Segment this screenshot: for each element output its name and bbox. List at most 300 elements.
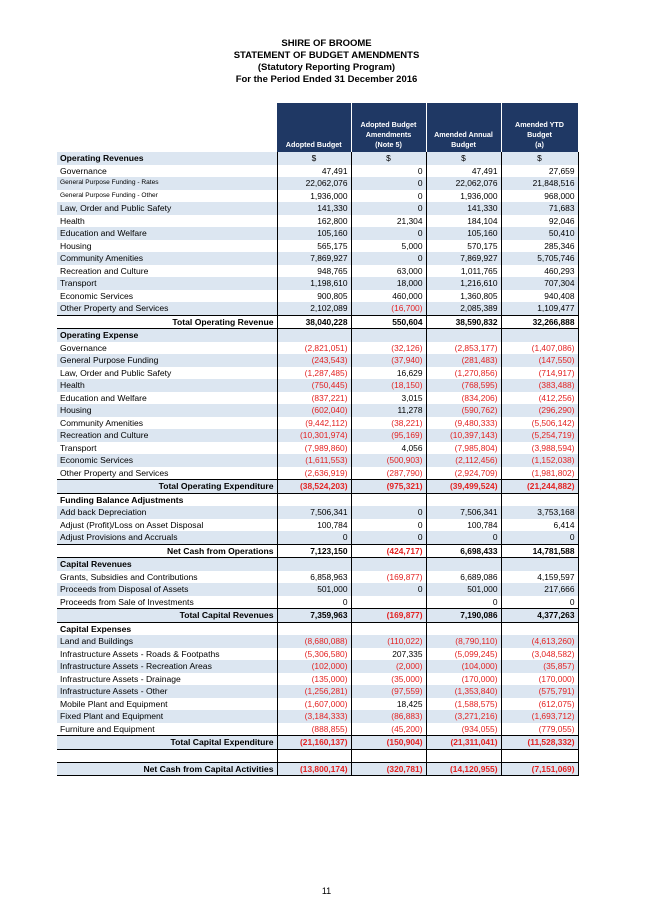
value-cell: 3,015 (351, 392, 426, 405)
row-label: Net Cash from Capital Activities (57, 762, 277, 776)
value-cell: (500,903) (351, 454, 426, 467)
value-cell: (14,120,955) (426, 762, 501, 776)
value-cell: (95,169) (351, 429, 426, 442)
value-cell: (1,588,575) (426, 698, 501, 711)
value-cell: (21,244,882) (501, 480, 578, 494)
value-cell: (287,790) (351, 467, 426, 480)
row-label (57, 749, 277, 762)
value-cell: $ (426, 152, 501, 165)
value-cell (501, 558, 578, 571)
column-header-amended-annual-budget: Amended Annual Budget (426, 103, 501, 152)
row-label: General Purpose Funding (57, 354, 277, 367)
row-label: Economic Services (60, 290, 134, 301)
value-cell: 0 (501, 596, 578, 609)
value-cell: 0 (351, 252, 426, 265)
value-cell: (1,611,553) (277, 454, 351, 467)
period-line: For the Period Ended 31 December 2016 (235, 74, 418, 85)
value-cell: 105,160 (277, 227, 351, 240)
value-cell: 0 (351, 190, 426, 203)
value-cell: 900,805 (277, 290, 351, 303)
column-header-adopted-budget: Adopted Budget (277, 103, 351, 152)
value-cell: (5,099,245) (426, 648, 501, 661)
value-cell (277, 329, 351, 342)
value-cell: 550,604 (351, 315, 426, 329)
value-cell: 4,159,597 (501, 571, 578, 584)
value-cell: 1,936,000 (277, 190, 351, 203)
value-cell (277, 558, 351, 571)
value-cell: (169,877) (351, 571, 426, 584)
value-cell: (11,528,332) (501, 736, 578, 750)
value-cell: (750,445) (277, 379, 351, 392)
value-cell: 7,506,341 (277, 506, 351, 519)
value-cell: (9,442,112) (277, 417, 351, 430)
value-cell: 4,056 (351, 442, 426, 455)
table-row (57, 531, 578, 544)
table-row (57, 685, 578, 698)
value-cell: 100,784 (426, 519, 501, 532)
row-label: Adjust Provisions and Accruals (57, 531, 277, 544)
value-cell: (575,791) (501, 685, 578, 698)
value-cell: 47,491 (426, 165, 501, 178)
value-cell: 1,360,805 (426, 290, 501, 303)
value-cell: (1,353,840) (426, 685, 501, 698)
value-cell: 2,102,089 (277, 302, 351, 315)
value-cell: (5,306,580) (277, 648, 351, 661)
value-cell: (1,981,802) (501, 467, 578, 480)
value-cell: 0 (351, 531, 426, 544)
row-label: Grants, Subsidies and Contributions (60, 571, 198, 582)
value-cell (277, 622, 351, 635)
row-label: Infrastructure Assets - Drainage (60, 673, 181, 684)
row-label: Transport (57, 277, 277, 290)
row-label: Infrastructure Assets - Recreation Areas (57, 660, 277, 673)
row-label: Education and Welfare (57, 227, 277, 240)
value-cell: 22,062,076 (277, 177, 351, 190)
value-cell: (1,287,485) (277, 367, 351, 380)
value-cell: (8,790,110) (426, 635, 501, 648)
row-label: Total Capital Expenditure (57, 736, 277, 750)
value-cell: (32,126) (351, 342, 426, 355)
value-cell: (13,800,174) (277, 762, 351, 776)
value-cell: 0 (351, 583, 426, 596)
row-label: Other Property and Services (57, 302, 277, 315)
value-cell: 50,410 (501, 227, 578, 240)
value-cell: 1,109,477 (501, 302, 578, 315)
value-cell: (768,595) (426, 379, 501, 392)
table-row (57, 710, 578, 723)
total-row (57, 315, 578, 329)
value-cell: 7,359,963 (277, 609, 351, 623)
value-cell: 1,011,765 (426, 265, 501, 278)
value-cell: 16,629 (351, 367, 426, 380)
column-header-amended-ytd-budget: Amended YTD Budget (a) (501, 103, 578, 152)
value-cell: 18,000 (351, 277, 426, 290)
value-cell: (1,693,712) (501, 710, 578, 723)
value-cell: 501,000 (426, 583, 501, 596)
table-row (57, 442, 578, 455)
value-cell: (975,321) (351, 480, 426, 494)
value-cell: (21,311,041) (426, 736, 501, 750)
value-cell: 2,085,389 (426, 302, 501, 315)
value-cell: 207,335 (351, 648, 426, 661)
value-cell: 0 (501, 531, 578, 544)
value-cell: 968,000 (501, 190, 578, 203)
table-row (57, 202, 578, 215)
value-cell: (714,917) (501, 367, 578, 380)
row-label: Proceeds from Disposal of Assets (57, 583, 277, 596)
table-row (57, 583, 578, 596)
value-cell: 1,198,610 (277, 277, 351, 290)
value-cell: 7,190,086 (426, 609, 501, 623)
value-cell: 948,765 (277, 265, 351, 278)
value-cell: 5,705,746 (501, 252, 578, 265)
table-row (57, 227, 578, 240)
value-cell: (102,000) (277, 660, 351, 673)
budget-amendments-table (57, 103, 579, 776)
total-row (57, 544, 578, 558)
row-label: Transport (60, 442, 97, 453)
value-cell: (18,150) (351, 379, 426, 392)
value-cell: 6,858,963 (277, 571, 351, 584)
row-label: Health (57, 379, 277, 392)
value-cell: 460,000 (351, 290, 426, 303)
row-label: Net Cash from Operations (57, 544, 277, 558)
value-cell: (10,301,974) (277, 429, 351, 442)
value-cell: (3,184,333) (277, 710, 351, 723)
row-label: Housing (60, 240, 92, 251)
table-row (57, 673, 578, 686)
value-cell: 38,590,832 (426, 315, 501, 329)
value-cell: 1,216,610 (426, 277, 501, 290)
value-cell: 38,040,228 (277, 315, 351, 329)
value-cell (351, 596, 426, 609)
row-label: Recreation and Culture (60, 265, 149, 276)
value-cell: 141,330 (277, 202, 351, 215)
total-row (57, 480, 578, 494)
table-row (57, 177, 578, 190)
value-cell: (383,488) (501, 379, 578, 392)
table-row (57, 596, 578, 609)
value-cell: 565,175 (277, 240, 351, 253)
value-cell: (424,717) (351, 544, 426, 558)
value-cell: (602,040) (277, 404, 351, 417)
table-row (57, 571, 578, 584)
value-cell: 141,330 (426, 202, 501, 215)
table-header-row (57, 103, 578, 152)
value-cell: (2,821,051) (277, 342, 351, 355)
row-label: Adjust (Profit)/Loss on Asset Disposal (60, 519, 204, 530)
value-cell: (7,985,804) (426, 442, 501, 455)
value-cell: (135,000) (277, 673, 351, 686)
value-cell: 184,104 (426, 215, 501, 228)
table-row (57, 417, 578, 430)
table-row (57, 354, 578, 367)
value-cell: (38,221) (351, 417, 426, 430)
value-cell: (2,853,177) (426, 342, 501, 355)
value-cell: 3,753,168 (501, 506, 578, 519)
value-cell: 0 (351, 227, 426, 240)
table-row (57, 723, 578, 736)
row-label: General Purpose Funding - Rates (57, 177, 277, 190)
value-cell: (2,636,919) (277, 467, 351, 480)
row-label: Total Operating Expenditure (57, 480, 277, 494)
row-label: Education and Welfare (60, 392, 147, 403)
value-cell: 7,869,927 (277, 252, 351, 265)
table-row (57, 467, 578, 480)
section-row (57, 152, 578, 165)
value-cell: 0 (351, 177, 426, 190)
value-cell: (3,048,582) (501, 648, 578, 661)
value-cell: (834,206) (426, 392, 501, 405)
value-cell: (150,904) (351, 736, 426, 750)
value-cell: (2,112,456) (426, 454, 501, 467)
value-cell: 285,346 (501, 240, 578, 253)
table-row (57, 635, 578, 648)
value-cell: 0 (351, 519, 426, 532)
value-cell: (1,152,038) (501, 454, 578, 467)
value-cell: (2,924,709) (426, 467, 501, 480)
total-row (57, 736, 578, 750)
row-label: Law, Order and Public Safety (57, 202, 277, 215)
value-cell: 7,123,150 (277, 544, 351, 558)
value-cell: (86,883) (351, 710, 426, 723)
value-cell: 501,000 (277, 583, 351, 596)
table-row (57, 379, 578, 392)
row-label: Governance (60, 342, 107, 353)
table-row (57, 519, 578, 532)
value-cell: 0 (351, 506, 426, 519)
value-cell: (590,762) (426, 404, 501, 417)
value-cell: 63,000 (351, 265, 426, 278)
value-cell (351, 558, 426, 571)
value-cell: 5,000 (351, 240, 426, 253)
value-cell: $ (277, 152, 351, 165)
value-cell: 570,175 (426, 240, 501, 253)
table-row (57, 367, 578, 380)
value-cell (426, 558, 501, 571)
spacer-row (57, 749, 578, 762)
table-row (57, 429, 578, 442)
row-label: Housing (57, 404, 277, 417)
column-header-amendments: Adopted Budget Amendments (Note 5) (351, 103, 426, 152)
value-cell: 92,046 (501, 215, 578, 228)
value-cell: (104,000) (426, 660, 501, 673)
value-cell: 47,491 (277, 165, 351, 178)
row-label: General Purpose Funding - Other (60, 191, 158, 199)
value-cell: (1,607,000) (277, 698, 351, 711)
organisation-name: SHIRE OF BROOME (281, 38, 372, 49)
value-cell: (35,000) (351, 673, 426, 686)
value-cell: 0 (426, 531, 501, 544)
value-cell (426, 749, 501, 762)
value-cell: 32,266,888 (501, 315, 578, 329)
value-cell: (38,524,203) (277, 480, 351, 494)
value-cell: (3,988,594) (501, 442, 578, 455)
section-row (57, 558, 578, 571)
table-row (57, 648, 578, 661)
value-cell: 18,425 (351, 698, 426, 711)
value-cell (501, 749, 578, 762)
value-cell: 21,848,516 (501, 177, 578, 190)
value-cell: 21,304 (351, 215, 426, 228)
row-label: Infrastructure Assets - Other (57, 685, 277, 698)
value-cell: (39,499,524) (426, 480, 501, 494)
value-cell: (1,270,856) (426, 367, 501, 380)
value-cell: 0 (426, 596, 501, 609)
value-cell: 105,160 (426, 227, 501, 240)
row-label: Operating Revenues (57, 152, 277, 165)
value-cell (501, 493, 578, 506)
page-number: 11 (321, 886, 332, 896)
value-cell: 0 (277, 596, 351, 609)
value-cell: 7,506,341 (426, 506, 501, 519)
value-cell (426, 329, 501, 342)
value-cell: 940,408 (501, 290, 578, 303)
value-cell: (320,781) (351, 762, 426, 776)
value-cell: (8,680,088) (277, 635, 351, 648)
section-row (57, 622, 578, 635)
value-cell: (412,256) (501, 392, 578, 405)
value-cell: 460,293 (501, 265, 578, 278)
value-cell: (21,160,137) (277, 736, 351, 750)
row-label: Mobile Plant and Equipment (60, 698, 168, 709)
row-label: Add back Depreciation (57, 506, 277, 519)
value-cell: (612,075) (501, 698, 578, 711)
table-row (57, 404, 578, 417)
value-cell: (37,940) (351, 354, 426, 367)
value-cell: 0 (277, 531, 351, 544)
section-row (57, 329, 578, 342)
value-cell: 707,304 (501, 277, 578, 290)
value-cell (351, 749, 426, 762)
statement-title: STATEMENT OF BUDGET AMENDMENTS (233, 50, 420, 61)
value-cell (351, 329, 426, 342)
table-row (57, 454, 578, 467)
value-cell: (243,543) (277, 354, 351, 367)
table-row (57, 252, 578, 265)
table-row (57, 392, 578, 405)
row-label: Operating Expense (57, 329, 277, 342)
value-cell: 71,683 (501, 202, 578, 215)
value-cell: (169,877) (351, 609, 426, 623)
value-cell (501, 329, 578, 342)
value-cell: (934,055) (426, 723, 501, 736)
statement-subtitle: (Statutory Reporting Program) (257, 62, 396, 73)
row-label: Fixed Plant and Equipment (57, 710, 277, 723)
row-label: Funding Balance Adjustments (60, 494, 184, 505)
table-row (57, 265, 578, 278)
value-cell: 162,800 (277, 215, 351, 228)
row-label: Land and Buildings (57, 635, 277, 648)
value-cell: 11,278 (351, 404, 426, 417)
table-body (57, 152, 578, 776)
table-row (57, 290, 578, 303)
value-cell: (170,000) (426, 673, 501, 686)
value-cell: (1,407,086) (501, 342, 578, 355)
table-row (57, 302, 578, 315)
row-label: Total Operating Revenue (57, 315, 277, 329)
value-cell: 7,869,927 (426, 252, 501, 265)
value-cell: (16,700) (351, 302, 426, 315)
value-cell: (3,271,216) (426, 710, 501, 723)
row-label: Recreation and Culture (57, 429, 277, 442)
total-row (57, 609, 578, 623)
row-label: Infrastructure Assets - Roads & Footpaths (60, 648, 220, 659)
table-row (57, 240, 578, 253)
value-cell: $ (501, 152, 578, 165)
final-row (57, 762, 578, 776)
value-cell: (10,397,143) (426, 429, 501, 442)
table-row (57, 215, 578, 228)
row-label: Proceeds from Sale of Investments (60, 596, 194, 607)
row-label: Community Amenities (60, 417, 144, 428)
row-label: Economic Services (57, 454, 277, 467)
value-cell: (7,989,860) (277, 442, 351, 455)
value-cell: (35,857) (501, 660, 578, 673)
report-title-block (0, 38, 653, 86)
value-cell: 100,784 (277, 519, 351, 532)
value-cell: 22,062,076 (426, 177, 501, 190)
row-label: Law, Order and Public Safety (60, 367, 172, 378)
value-cell (351, 622, 426, 635)
value-cell: (281,483) (426, 354, 501, 367)
value-cell: (296,290) (501, 404, 578, 417)
value-cell: (5,254,719) (501, 429, 578, 442)
table-row (57, 506, 578, 519)
table-row (57, 698, 578, 711)
value-cell: (2,000) (351, 660, 426, 673)
value-cell: (837,221) (277, 392, 351, 405)
value-cell: 0 (351, 165, 426, 178)
table-row (57, 342, 578, 355)
value-cell: (888,855) (277, 723, 351, 736)
header-blank (57, 103, 277, 152)
row-label: Governance (60, 165, 107, 176)
table-row (57, 660, 578, 673)
value-cell: $ (351, 152, 426, 165)
value-cell: (45,200) (351, 723, 426, 736)
row-label: Health (60, 215, 85, 226)
row-label: Total Capital Revenues (57, 609, 277, 623)
table-row (57, 277, 578, 290)
row-label: Capital Revenues (57, 558, 277, 571)
value-cell: (1,256,281) (277, 685, 351, 698)
value-cell: (4,613,260) (501, 635, 578, 648)
value-cell: 0 (351, 202, 426, 215)
value-cell: 1,936,000 (426, 190, 501, 203)
row-label: Community Amenities (57, 252, 277, 265)
row-label: Furniture and Equipment (60, 723, 155, 734)
value-cell: (5,506,142) (501, 417, 578, 430)
value-cell: (9,480,333) (426, 417, 501, 430)
value-cell: (7,151,069) (501, 762, 578, 776)
row-label: Capital Expenses (60, 623, 132, 634)
value-cell (277, 749, 351, 762)
value-cell: 14,781,588 (501, 544, 578, 558)
value-cell (426, 622, 501, 635)
value-cell: (110,022) (351, 635, 426, 648)
value-cell: 6,698,433 (426, 544, 501, 558)
value-cell: 27,659 (501, 165, 578, 178)
value-cell: 217,666 (501, 583, 578, 596)
value-cell: (779,055) (501, 723, 578, 736)
value-cell: (170,000) (501, 673, 578, 686)
section-row (57, 493, 578, 506)
value-cell: 6,414 (501, 519, 578, 532)
row-label: Other Property and Services (60, 467, 169, 478)
value-cell (351, 493, 426, 506)
value-cell (277, 493, 351, 506)
